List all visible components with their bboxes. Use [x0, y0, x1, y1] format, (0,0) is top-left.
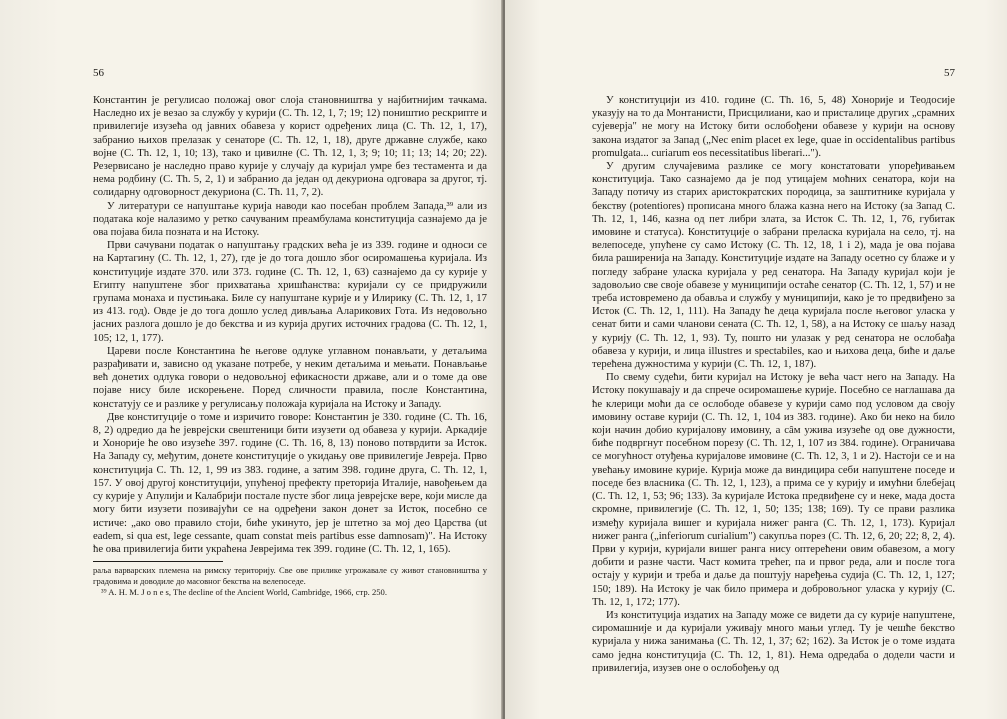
footnote: ³⁹ A. H. M. J o n e s, The decline of the Ancient World, Cambridge, 1966, стр. 250. [101, 587, 388, 598]
footnote-rule [93, 561, 223, 562]
paragraph: У другим случајевима разлике се могу констатовати упоређивањем конституција. Тако сазнајемо да је под утицајем моћних сенатора, који на Западу потичу из старих аристократских породица, за заштитнике куријала у бекству (potentiores) прописана много блажа казна него на Истоку (за Запад C. Th. 12, 1, 146, казна од пет либри злата, за Исток C. Th. 12, 1, 76, губитак имовине и статуса). Конституције о забрани преласка куријала на село, тј. на велепоседе, упућене су само Истоку (C. Th. 12, 18, 1 i 2), мада је ова појава била раширенија на Западу. Конституције издате на Западу осетно су блаже и у погледу забране уласка куријала у ред сенатора. На Западу куријал који је задовољио све своје обавезе у муниципији остаће сенатор (C. Th. 12, 1, 57) и не треба истовремено да обавља и службу у муниципији, како је то предвиђено за Исток (C. Th. 12, 1, 111). На Западу ће деца куријала после његовог уласка у сенат бити и сами чланови сената (C. Th. 12, 1, 58), а на Истоку се шаљу назад у курију (C. Th. 12, 1, 93). Ту, пошто ни улазак у ред сенатора не ослобађа обавеза у курији, и лица illustres и spectabiles, као и њихова деца, биће и даље терећена дужностима у курији (C. Th. 12, 1, 187). [592, 160, 955, 371]
paragraph: У конституцији из 410. године (C. Th. 16, 5, 48) Хонорије и Теодосије указују на то да Монтанисти, Присцилиани, као и присталице других „срамних сујеверја" не могу на Истоку бити ослобођени обавезе у курији на основу закона издатог за Запад („Nec enim placet ex lege, quae in occidentalibus partibus promulgata... curiarum eos necessitatibus liberari..."). [592, 94, 955, 159]
paragraph: Цареви после Константина ће његове одлуке углавном понављати, у детаљима разрађивати и, зависно од указане потребе, у неким детаљима и мењати. Понављање већ донетих одлука говори о недовољној ефикасности државе, али и о томе да ове појаве нису биле искорењене. Поред сличности правила, после Константина, констатују се и разлике у регулисању положаја куријала на Истоку и Западу. [93, 344, 487, 410]
paragraph: Две конституције о томе и изричито говоре: Константин је 330. године (C. Th. 16, 8, 2) одредио да ће јеврејски свештеници бити изузети од обавеза у курији. Аркадије и Хонорије ће ово изузеће 397. године (C. Th. 16, 8, 13) поново потврдити за Исток. На Западу су, међутим, донете конституције о укидању ове привилегије Јевреја. Прво конституција C. Th. 12, 1, 99 из 383. године, а затим 398. године друга, C. Th. 12, 1, 157. У овој другој конституцији, упућеној префекту преторија Италије, навођењем да су курије у Апулији и Калабрији постале пусте због лица јеврејске вере, који мисле да могу бити изузети позивајући се на одређени закон донет за Исток, посебно се истиче: „ако ово правило стоји, биће укинуто, јер је штетно за мој део Царства (ut eadem, si qua est, lege cessante, quam constat meis partibus esse damnosam)". На Истоку ће ова привилегија бити украћена Јеврејима тек 399. године (C. Th. 12, 1, 165). [93, 410, 487, 555]
page-number: 56 [93, 67, 104, 79]
paragraph: У литератури се напуштање курија наводи као посебан проблем Запада,³⁹ али из података које налазимо у ретко сачуваним преамбулама конституција сазнајемо да је ова појава била позната и на Истоку. [93, 199, 487, 239]
page-number: 57 [944, 67, 955, 79]
footnote: раља варварских племена на римску територију. Све ове прилике угрожавале су живот становништва у градовима и доводиле до масовног бекства на велепоседе. [93, 565, 487, 587]
paragraph: Из конституција издатих на Западу може се видети да су курије напуштене, сиромашније и да куријали уживају много мањи углед. Ту је чешће бекство куријала у нижа занимања (C. Th. 12, 1, 37; 62; 162). За Исток је о томе издата само једна конституција (C. Th. 12, 1, 81). Нема одредаба о додели части и привилегија, изузев оне о ослобођењу од [592, 608, 955, 674]
paragraph: Први сачувани податак о напуштању градских већа је из 339. године и односи се на Картагину (C. Th. 12, 1, 27), где је до тога дошло због осиромашења куријала. Из конституције издате 370. или 373. године (C. Th. 12, 1, 63) сазнајемо да су курије у Египту напуштене због прихватања хришћанства: куријали су се придружили групама монаха и пустињака. Биле су напуштане курије и у Илирику (C. Th. 12, 1, 17 из 413. год). Овде је до тога дошло услед дивљања Аларикових Гота. Из недовољно јасних разлога дошло је до бекства и из курија других источних градова (C. Th. 12, 1, 105; 12, 1, 177). [93, 239, 487, 344]
right-page [505, 0, 1007, 719]
paragraph: По свему судећи, бити куријал на Истоку је већа част него на Западу. На Истоку покушавају и да спрече осиромашење курије. Посебно се наглашава да ће клерици моћи да се ослободе обавезе у курији само под условом да своју имовину оставе курији (C. Th. 12, 1, 104 из 383. године). Ако би неко на било који начин добио куријалову имовину, а сâм уживa изузеће од ове дужности, биће подвргнут посебном порезу (C. Th. 12, 1, 107 из 384. године). Ограничава се могућност отуђења куријалове имовине (C. Th. 12, 3, 1 и 2). Настоји се и на увећању имовине курије. Курија може да виндицира себи напуштене поседе и поседе без власника (C. Th. 12, 1, 123), а прима се у курију и имућни блебејац (C. Th. 12, 1, 53; 96; 133). За куријале Истока предвиђене су и неке, мада доста скромне, привилегије (C. Th. 12, 1, 50; 135; 138; 169). Ту се прави разлика између куријала вишег и куријала нижег ранга (C. Th. 12, 1, 173). Куријал нижег ранга („inferiorum curialium") сакупља порез (C. Th. 12, 6, 20; 22; 8, 2, 4). Први у курији, куријали вишег ранга нису оптерећени овим обавезом, а могу добити и разне части. Част комита трећег, па и првог реда, али и после тога остају у курији и треба и даље да поштују наређења судија (C. Th. 12, 1, 127; 150; 189). На Истоку је чак било примера и добровољног уласка у курију (C. Th. 12, 1, 172; 177). [592, 371, 955, 608]
paragraph: Константин је регулисао положај овог слоја становништва у најбитнијим тачкама. Наследно их је везао за службу у курији (C. Th. 12, 1, 7; 19; 12) поништио рескрипте и привилегије изузећа од јавних обавеза у корист одређених лица (C. Th. 12, 1, 17), забранио њихов прелазак у сенаторе (C. Th. 12, 1, 18), друге државне службе, како војне (C. Th. 12, 1, 10; 13), тако и цивилне (C. Th. 12, 1, 3; 9; 10; 11; 13; 14; 20; 22). Резервисано је наследно право курије у случају да куријал умре без тестамента и да нема родбину (C. Th. 5, 2, 1) и забранио да један од декуриона одговара за другог, тј. солидарну одговорност декуриона (C. Th. 11, 7, 2). [93, 94, 487, 199]
left-page [0, 0, 503, 719]
